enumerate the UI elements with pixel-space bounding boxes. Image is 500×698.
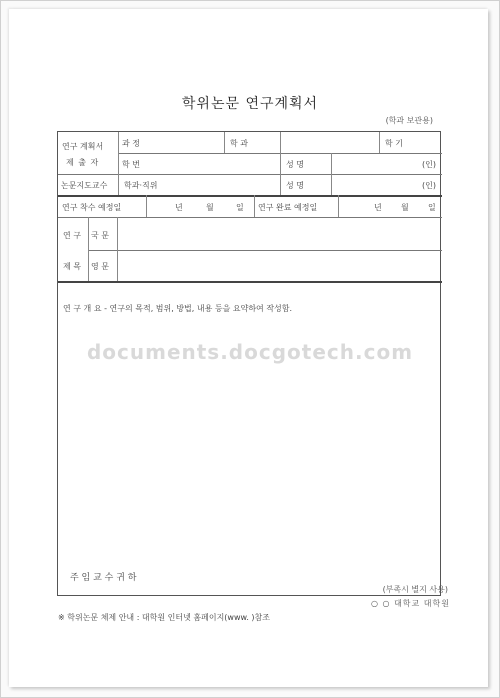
department-label: 학 과 <box>230 139 248 148</box>
end-day-unit: 일 <box>428 203 436 212</box>
student-number-label: 학 번 <box>122 160 140 169</box>
row-divider <box>58 217 442 218</box>
copy-note: (학과 보관용) <box>385 116 433 125</box>
topic-label-1: 연 구 <box>63 231 81 240</box>
research-summary-instructions: 연 구 개 요 - 연구의 목적, 범위, 방법, 내용 등을 요약하여 작성함. <box>63 304 293 313</box>
col-divider <box>118 132 119 195</box>
start-year-unit: 년 <box>175 203 183 212</box>
submitter-label-1: 연구 계획서 <box>62 142 104 151</box>
korean-title-label: 국 문 <box>91 231 109 240</box>
start-day-unit: 일 <box>236 203 244 212</box>
advisor-label: 논문지도교수 <box>61 181 108 190</box>
col-divider <box>379 132 380 153</box>
col-divider <box>254 195 255 217</box>
dept-position-label: 학과·직위 <box>124 181 158 190</box>
col-divider <box>224 132 225 153</box>
col-divider <box>280 132 281 195</box>
student-seal: (인) <box>422 160 436 169</box>
row-divider <box>58 195 442 197</box>
document-title: 학위논문 연구계획서 <box>181 96 319 112</box>
start-month-unit: 월 <box>206 203 214 212</box>
end-year-unit: 년 <box>374 203 382 212</box>
row-divider <box>88 250 442 251</box>
row-divider <box>58 174 442 175</box>
english-title-label: 영 문 <box>91 262 109 271</box>
end-month-unit: 월 <box>401 203 409 212</box>
footnote: ※ 학위논문 체제 안내 : 대학원 인터넷 홈페이지(www. )참조 <box>58 613 270 622</box>
student-name-label: 성 명 <box>286 160 304 169</box>
school-name: ○ ○ 대학교 대학원 <box>371 599 450 608</box>
end-date-label: 연구 완료 예정일 <box>258 203 318 212</box>
col-divider <box>88 217 89 281</box>
col-divider <box>117 217 118 281</box>
advisor-addressee: 주 임 교 수 귀 하 <box>70 573 137 583</box>
advisor-seal: (인) <box>422 181 436 190</box>
attachment-note: (부족시 별지 사용) <box>382 585 448 594</box>
topic-label-2: 제 목 <box>63 262 81 271</box>
col-divider <box>338 195 339 217</box>
advisor-name-label: 성 명 <box>286 181 304 190</box>
col-divider <box>146 195 147 217</box>
start-date-label: 연구 착수 예정일 <box>62 203 122 212</box>
semester-label: 학 기 <box>385 139 403 148</box>
submitter-label-2: 제 출 자 <box>66 158 100 167</box>
row-divider <box>58 281 442 283</box>
watermark: documents.docgotech.com <box>86 340 414 364</box>
course-label: 과 정 <box>122 139 140 148</box>
col-divider <box>331 153 332 195</box>
